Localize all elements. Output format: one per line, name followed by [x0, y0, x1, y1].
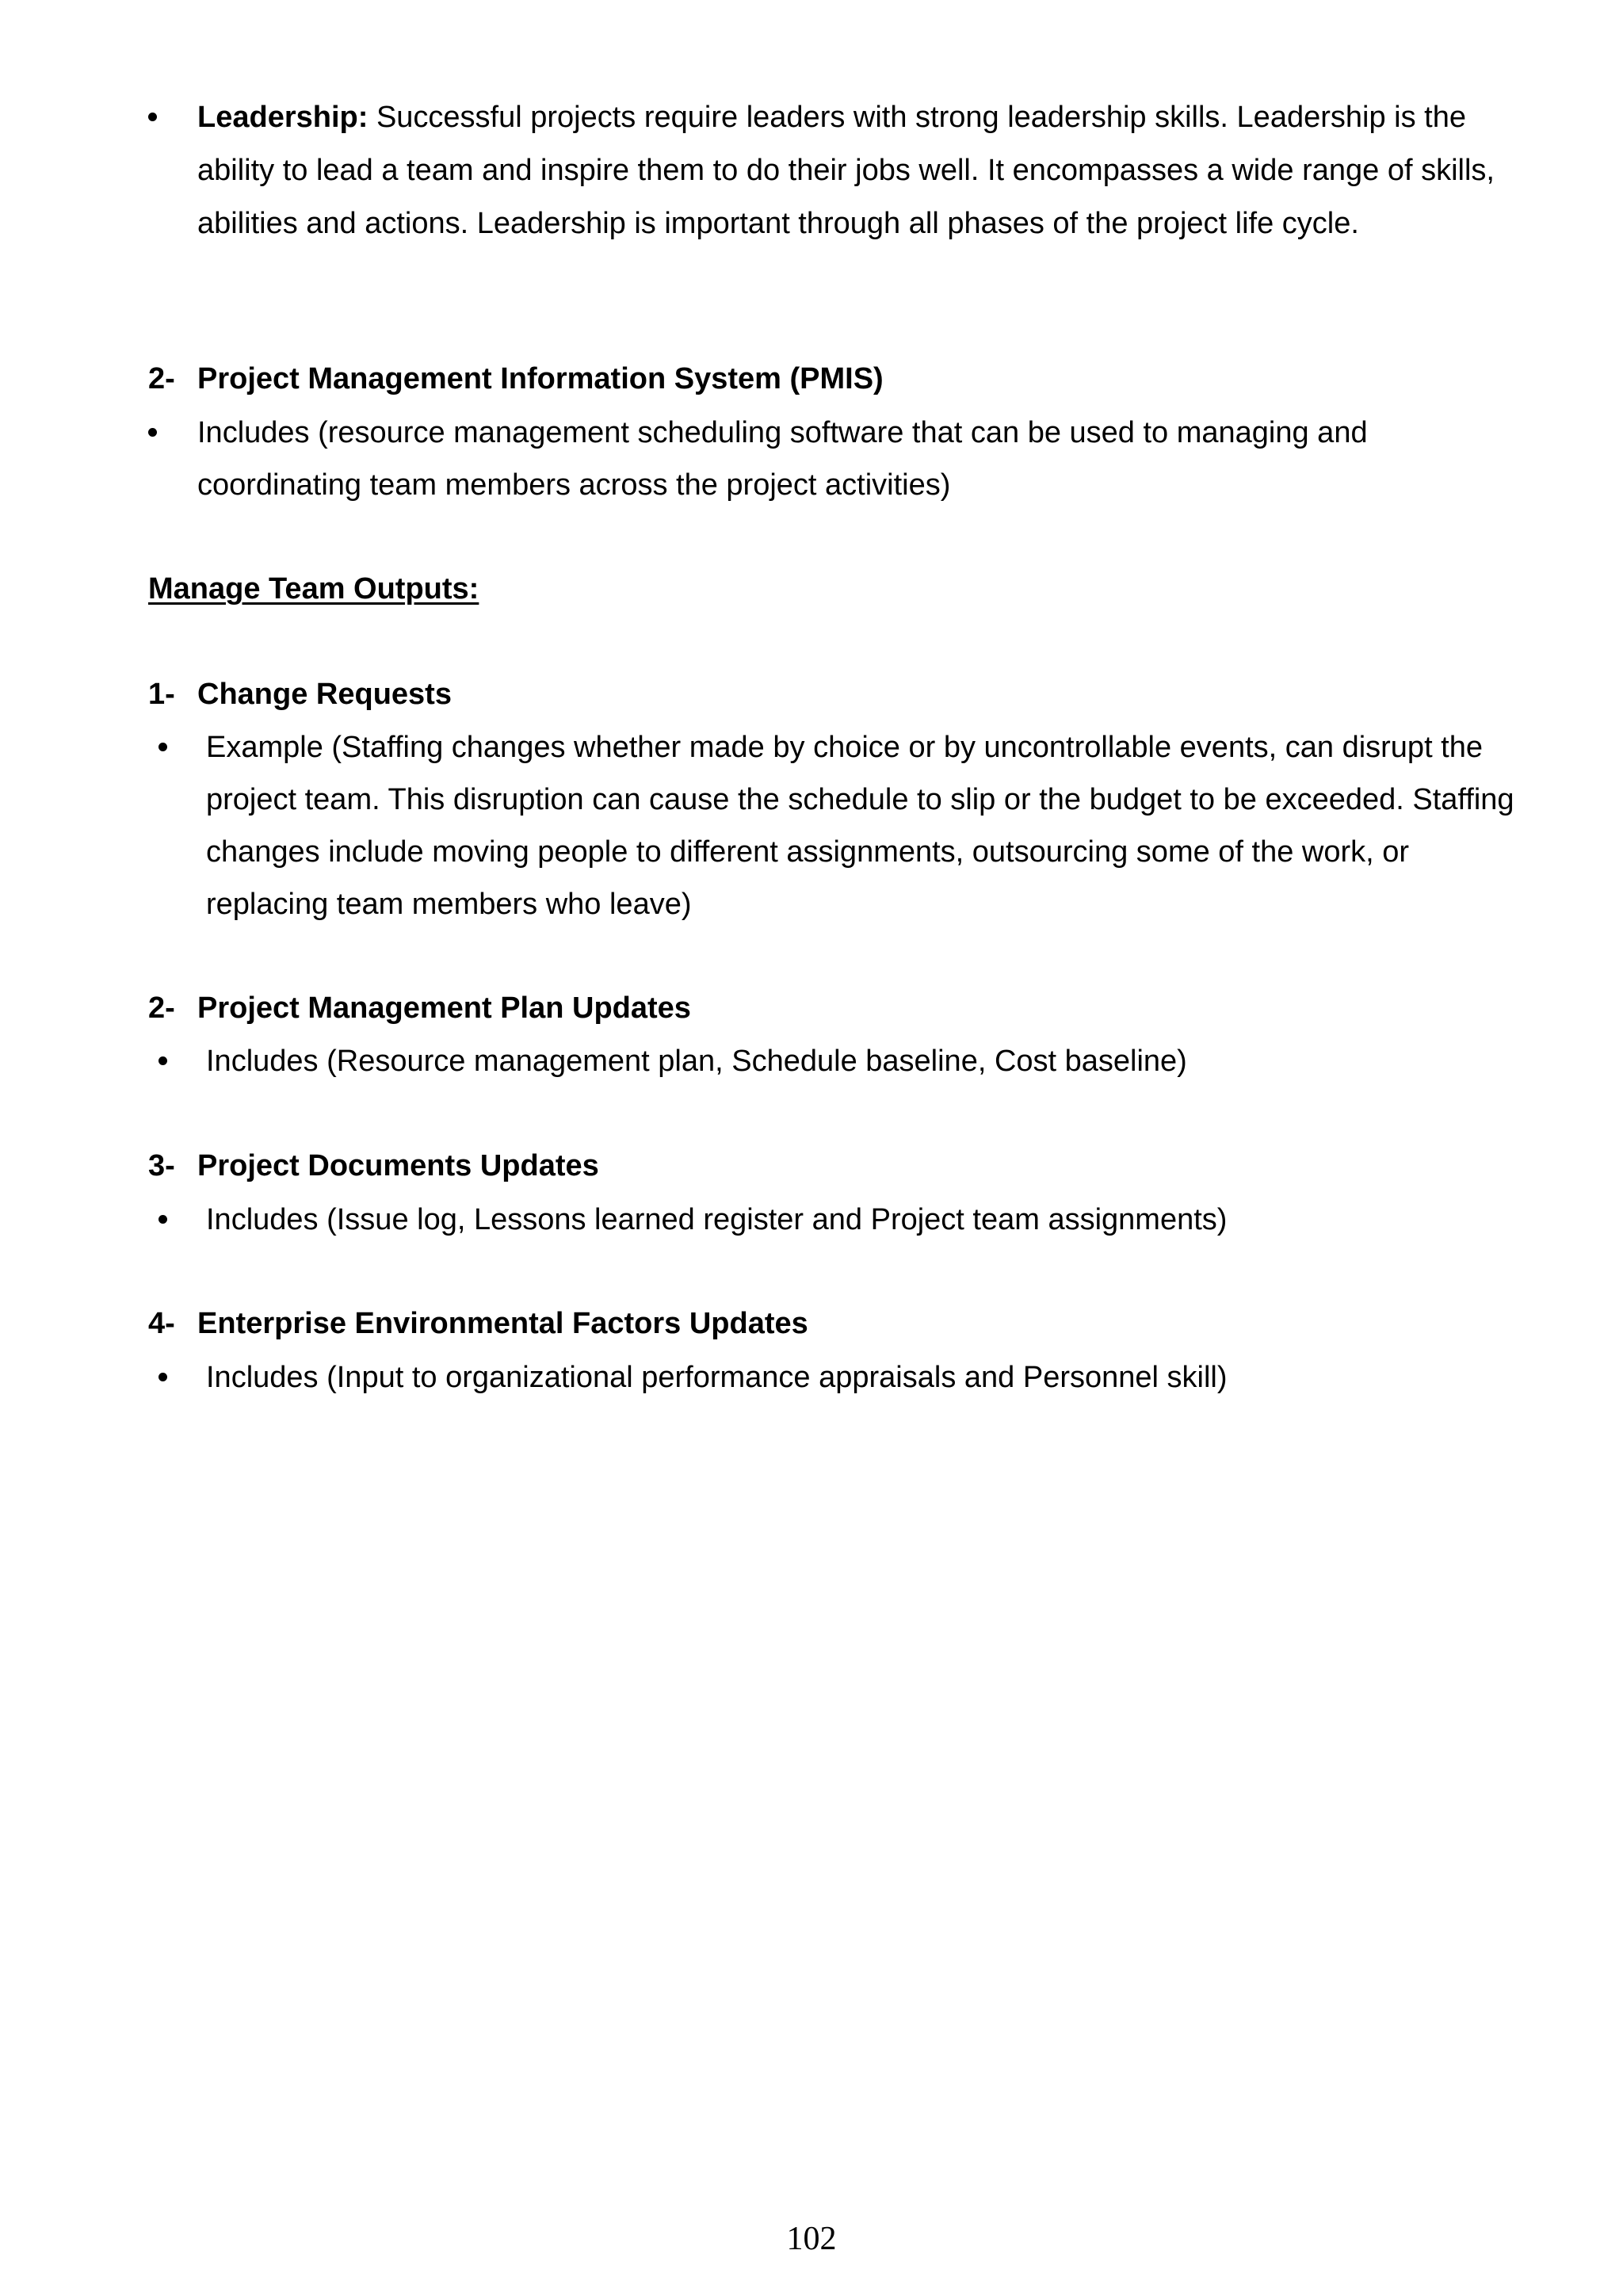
output-number: 1-	[148, 678, 175, 711]
bullet-icon	[148, 428, 157, 437]
output-line: Includes (Issue log, Lessons learned register and Project team assignments)	[206, 1203, 1228, 1236]
leadership-line-2: ability to lead a team and inspire them to do their jobs well. It encompasses a wide range of skills,	[197, 154, 1495, 187]
bullet-icon	[158, 743, 167, 751]
leadership-term: Leadership:	[197, 101, 369, 134]
leadership-line-3: abilities and actions. Leadership is important through all phases of the project life cycle.	[197, 207, 1359, 240]
output-line: Example (Staffing changes whether made by choice or by uncontrollable events, can disrupt the	[206, 731, 1484, 764]
pmis-line-1: Includes (resource management scheduling software that can be used to managing and	[197, 416, 1368, 449]
leadership-text: Successful projects require leaders with strong leadership skills. Leadership is the	[368, 101, 1466, 134]
output-line: changes include moving people to different assignments, outsourcing some of the work, or	[206, 835, 1410, 869]
output-number: 4-	[148, 1307, 175, 1340]
leadership-line-1	[197, 99, 1466, 136]
bullet-icon	[158, 1056, 167, 1065]
output-number: 2-	[148, 991, 175, 1025]
pmis-number: 2-	[148, 362, 175, 395]
bullet-icon	[158, 1373, 167, 1381]
output-heading: Project Management Plan Updates	[197, 991, 691, 1025]
output-line: Includes (Input to organizational performance appraisals and Personnel skill)	[206, 1361, 1228, 1394]
pmis-line-2: coordinating team members across the project activities)	[197, 468, 951, 502]
output-number: 3-	[148, 1149, 175, 1182]
output-heading: Project Documents Updates	[197, 1149, 599, 1182]
output-heading: Change Requests	[197, 678, 452, 711]
output-line: project team. This disruption can cause the schedule to slip or the budget to be exceeded. Staffing	[206, 783, 1514, 816]
pmis-heading: Project Management Information System (PMIS)	[197, 362, 884, 395]
output-heading: Enterprise Environmental Factors Updates	[197, 1307, 808, 1340]
page-number: 102	[786, 2221, 837, 2257]
output-line: replacing team members who leave)	[206, 888, 692, 921]
outputs-title: Manage Team Outputs:	[148, 572, 479, 606]
output-line: Includes (Resource management plan, Schedule baseline, Cost baseline)	[206, 1045, 1187, 1078]
bullet-icon	[158, 1215, 167, 1224]
bullet-icon	[148, 113, 157, 121]
